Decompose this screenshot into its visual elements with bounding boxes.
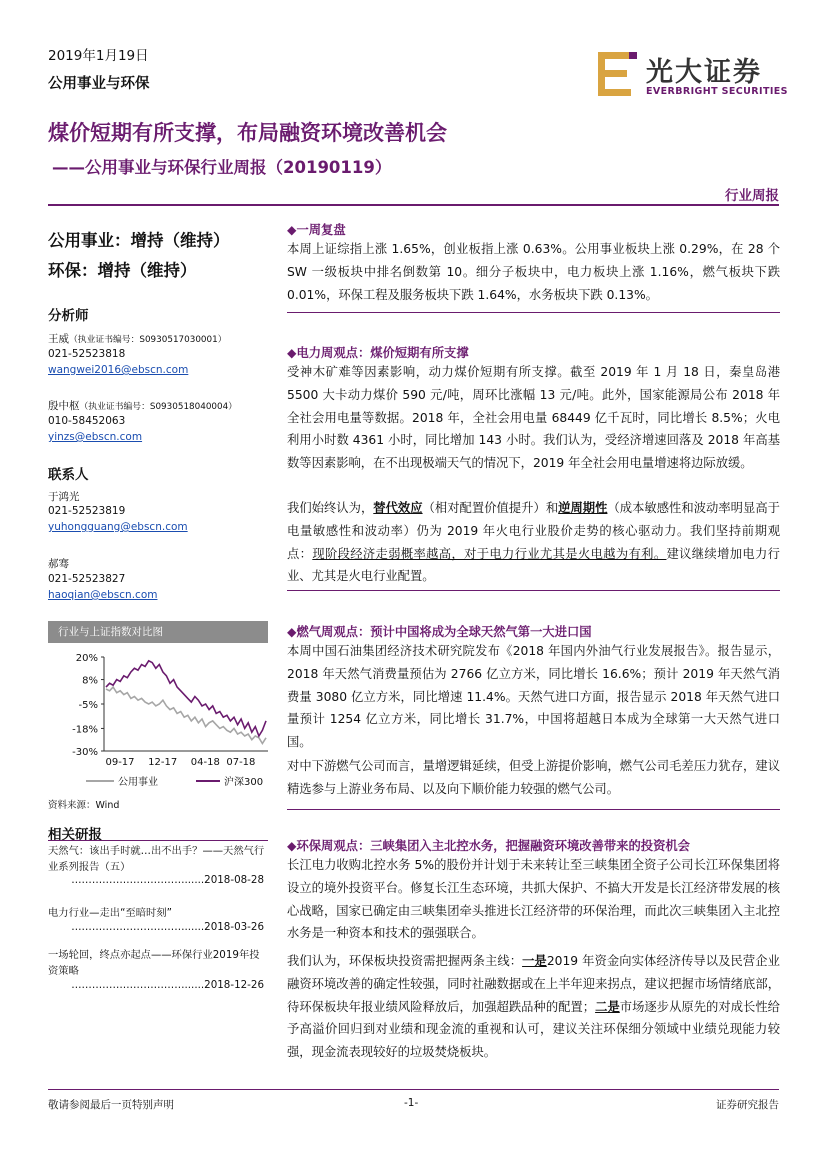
x-tick-label: 12-17	[148, 757, 178, 768]
rating-environmental: 环保：增持（维持）	[48, 261, 197, 280]
comparison-line-chart	[48, 645, 270, 795]
contact-heading: 联系人	[48, 467, 89, 483]
logo-english-name: EVERBRIGHT SECURITIES	[646, 86, 788, 97]
report-date: 2019年1月19日	[48, 48, 149, 64]
section-gas-p1: 本周中国石油集团经济技术研究院发布《2018 年国内外油气行业发展报告》。报告显示，2018 年天然气消费量预估为 2766 亿立方米，同比增长 16.6%；预计 2019 年天然气消费量 3080 亿立方米，同比增速 11.4%。天然气进口方面，报告显示 2018 年天然气进口量预计 1254 亿立方米，同比增长 31.7%，中国将超越日本成为全球第一大天然气进口国。	[287, 644, 780, 750]
power-p2-countercyclical: 逆周期性	[558, 501, 608, 515]
footer-disclaimer[interactable]: 敬请参阅最后一页特别声明	[48, 1099, 174, 1111]
contact-2-phone: 021-52523827	[48, 573, 126, 585]
power-p2-text-e: （成本敏感性和波动率明显高于电量敏感性和波动率）仍为 2019 年火电行业股价走势的核心驱动力。我们坚持前期观点：	[287, 501, 780, 561]
related-item-1-title[interactable]: 天然气：该出手时就…出不出手？——天然气行业系列报告（五）	[48, 845, 265, 873]
related-item-1-date: ……………………………......2018-08-28	[71, 874, 264, 886]
report-subtitle: ——公用事业与环保行业周报（20190119）	[52, 158, 392, 177]
page-number: -1-	[404, 1097, 419, 1109]
env-p2-text-e: 市场逐步从原先的对成长性给予高溢价回归到对业绩和现金流的重视和认可，建议关注环保细分领域中业绩兑现能力较强，现金流表现较好的垃圾焚烧板块。	[287, 999, 780, 1060]
related-item-2-date: ……………………………......2018-03-26	[71, 921, 264, 933]
contact-1-name: 于鸿光	[48, 491, 80, 503]
sector-label: 公用事业与环保	[48, 76, 150, 92]
analyst-2-cert: （执业证书编号：S0930518040004）	[79, 402, 238, 412]
env-p2-text-c: 2019 年资金向实体经济传导以及民营企业融资环境改善的确定性较强，同时社融数据或在上半年迎来拐点，建议把握市场情绪底部，待环保板块年报业绩风险释放后，加强超跌品种的配置；	[287, 954, 780, 1014]
power-p2-text-c: （相对配置价值提升）和	[422, 501, 559, 515]
section-divider	[287, 590, 780, 591]
section-gas-p2: 对中下游燃气公司而言，量增逻辑延续，但受上游提价影响，燃气公司毛差压力犹存，建议精选参与上游业务布局、以及向下顺价能力较强的燃气公司。	[287, 759, 780, 796]
env-p2-first: 一是	[522, 954, 547, 968]
header-divider	[48, 204, 779, 206]
report-title: 煤价短期有所支撑，布局融资环境改善机会	[48, 121, 447, 145]
legend-label-hs300: 沪深300	[224, 777, 264, 788]
section-env-p2	[287, 950, 780, 1064]
footer-divider	[48, 1089, 779, 1090]
y-tick-label: -18%	[72, 724, 98, 736]
analyst-1-cert: （执业证书编号：S0930517030001）	[69, 335, 227, 345]
analyst-1-phone: 021-52523818	[48, 348, 126, 360]
section-env-heading: ◆环保周观点：三峡集团入主北控水务，把握融资环境改善带来的投资机会	[287, 839, 690, 853]
chart-title: 行业与上证指数对比图	[48, 621, 268, 643]
power-p2-text-a: 我们始终认为，	[287, 501, 374, 515]
related-item-3-title[interactable]: 一场轮回，终点亦起点——环保行业2019年投资策略	[48, 949, 260, 977]
power-p2-view: 现阶段经济走弱概率越高，对于电力行业尤其是火电越为有利。	[312, 546, 667, 561]
report-type: 行业周报	[725, 188, 779, 204]
section-env-p1: 长江电力收购北控水务 5%的股份并计划于未来转让至三峡集团全资子公司长江环保集团将设立的境外投资平台。修复长江生态环境，共抓大保护、不搞大开发是长江经济带发展的核心战略，国家已确定由三峡集团牵头推进长江经济带的环保治理，而此次三峡集团入主北控水务是一种资本和技术的强强联合。	[287, 858, 780, 941]
env-p2-text-a: 我们认为，环保板块投资需把握两条主线：	[287, 954, 523, 968]
y-tick-label: -5%	[78, 700, 98, 711]
analyst-2-email[interactable]: yinzs@ebscn.com	[48, 431, 143, 443]
everbright-logo-icon	[596, 48, 642, 100]
related-divider	[48, 840, 268, 841]
env-p2-second: 二是	[595, 999, 620, 1014]
analyst-1-name: 王威	[48, 333, 69, 345]
section-power-heading: ◆电力周观点：煤价短期有所支撑	[287, 346, 469, 360]
section-gas-heading: ◆燃气周观点：预计中国将成为全球天然气第一大进口国	[287, 625, 592, 639]
x-tick-label: 04-18	[190, 757, 220, 768]
analyst-2-phone: 010-58452063	[48, 415, 126, 427]
section-review-heading: ◆一周复盘	[287, 223, 346, 237]
section-power-p2	[287, 497, 780, 588]
contact-2-email[interactable]: haoqian@ebscn.com	[48, 589, 158, 601]
legend-label-utilities: 公用事业	[118, 777, 158, 788]
related-heading: 相关研报	[48, 827, 102, 843]
power-p2-text-g: 建议继续增加电力行业、尤其是火电行业配置。	[287, 546, 780, 584]
section-divider	[287, 312, 780, 313]
section-power-p1: 受神木矿难等因素影响，动力煤价短期有所支撑。截至 2019 年 1 月 18 日，秦皇岛港 5500 大卡动力煤价 590 元/吨，周环比涨幅 13 元/吨。此外，国家能源局公布 2018 年全社会用电量等数据。2018 年，全社会用电量 68449 亿千瓦时，同比增长 8.5%；火电利用小时数 4361 小时，同比增加 143 小时。我们认为，受经济增速回落及 2018 年高基数等因素影响，在不出现极端天气的情况下，2019 年全社会用电量增速将边际放缓。	[287, 365, 780, 471]
section-divider	[287, 809, 780, 810]
related-item-2-title[interactable]: 电力行业—走出“至暗时刻”	[48, 907, 172, 919]
analyst-1-email[interactable]: wangwei2016@ebscn.com	[48, 364, 189, 376]
contact-2-name: 郝骞	[48, 558, 69, 570]
related-item-3-date: ……………………………......2018-12-26	[71, 979, 264, 991]
analyst-1	[48, 331, 227, 346]
x-tick-label: 07-18	[226, 757, 256, 768]
analyst-heading: 分析师	[48, 308, 89, 324]
x-tick-label: 09-17	[105, 757, 135, 768]
logo-chinese-name: 光大证券	[646, 57, 762, 88]
contact-1-email[interactable]: yuhongguang@ebscn.com	[48, 521, 188, 533]
y-tick-label: 8%	[82, 675, 98, 687]
contact-1-phone: 021-52523819	[48, 505, 126, 517]
chart-source: 资料来源：Wind	[48, 800, 120, 811]
y-tick-label: 20%	[75, 653, 98, 664]
analyst-2	[48, 398, 237, 413]
section-review-text: 本周上证综指上涨 1.65%，创业板指上涨 0.63%。公用事业板块上涨 0.29%，在 28 个 SW 一级板块中排名倒数第 10。细分子板块中，电力板块上涨 1.16%，燃气板块下跌 0.01%，环保工程及服务板块下跌 1.64%，水务板块下跌 0.13%。	[287, 242, 780, 302]
y-tick-label: -30%	[72, 747, 98, 758]
footer-report-label: 证券研究报告	[716, 1099, 779, 1111]
rating-utilities: 公用事业：增持（维持）	[48, 231, 230, 250]
analyst-2-name: 殷中枢	[48, 400, 80, 412]
power-p2-substitution-effect: 替代效应	[373, 501, 423, 515]
